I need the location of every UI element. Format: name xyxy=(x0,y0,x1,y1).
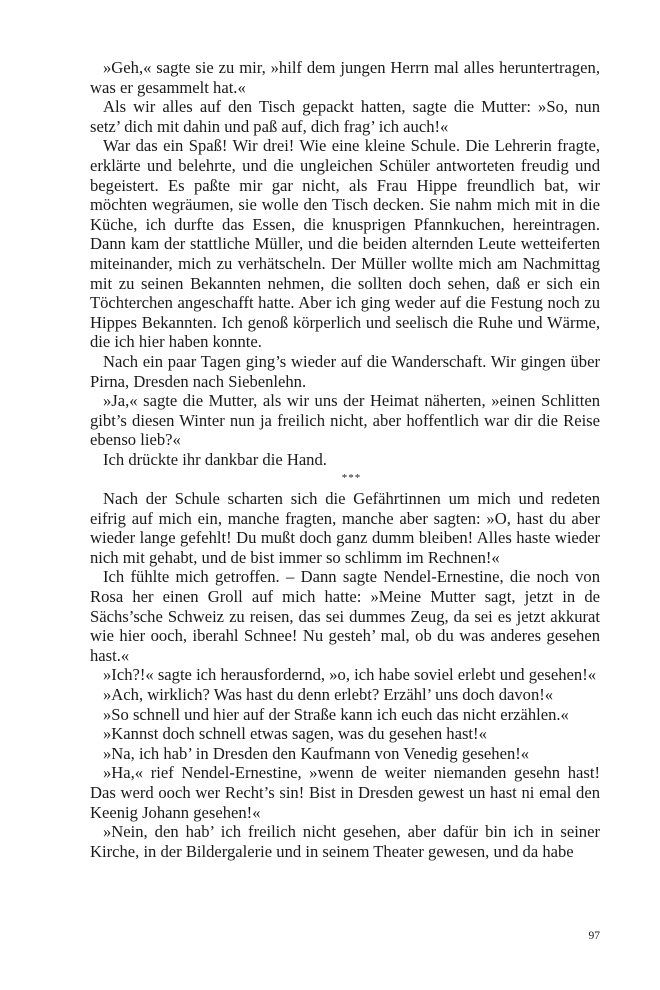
paragraph: Ich fühlte mich getroffen. – Dann sagte Nendel-Ernestine, die noch von Rosa her einen Groll auf mich hatte: »Meine Mutter sagt, jetzt in de Sächs’sche Schweiz zu reisen, das sei dummes Zeug, da sei es jetzt akkurat wie hier ooch, iberahl Schnee! Nu gesteh’ mal, ob du was anderes gesehen hast.« xyxy=(90,567,600,665)
paragraph: Ich drückte ihr dankbar die Hand. xyxy=(103,449,327,469)
paragraph: »Ha,« rief Nendel-Ernestine, »wenn de weiter niemanden gesehn hast! Das werd ooch wer Recht’s sin! Bist in Dresden gewest un hast ni emal den Keenig Johann gesehen!« xyxy=(90,763,600,822)
paragraph: »Geh,« sagte sie zu mir, »hilf dem jungen Herrn mal alles heruntertragen, was er gesammelt hat.« xyxy=(90,58,600,97)
paragraph: »Ich?!« sagte ich herausfordernd, »o, ich habe soviel erlebt und gesehen!« xyxy=(103,665,597,685)
paragraph: Nach ein paar Tagen ging’s wieder auf die Wanderschaft. Wir gingen über Pirna, Dresden nach Siebenlehn. xyxy=(90,351,600,391)
paragraph: Nach der Schule scharten sich die Gefährtinnen um mich und redeten eifrig auf mich ein, manche fragten, manche aber sagten: »O, hast du aber wieder lange gefehlt! Du mußt doch ganz dumm bleiben! Alles haste wieder nich mit gehabt, und de bist immer so schlimm im Rechnen!« xyxy=(90,489,600,567)
paragraph: Als wir alles auf den Tisch gepackt hatten, sagte die Mutter: »So, nun setz’ dich mit dahin und paß auf, dich frag’ ich auch!« xyxy=(90,97,600,136)
paragraph: »Kannst doch schnell etwas sagen, was du gesehen hast!« xyxy=(103,724,487,744)
paragraph: »Na, ich hab’ in Dresden den Kaufmann von Venedig gesehen!« xyxy=(103,743,530,763)
section-separator: *** xyxy=(341,472,362,485)
paragraph: »So schnell und hier auf der Straße kann ich euch das nicht erzählen.« xyxy=(103,704,569,724)
paragraph: War das ein Spaß! Wir drei! Wie eine kleine Schule. Die Lehrerin fragte, erklärte und belehrte, und die ungleichen Schüler antworteten freudig und begeistert. Es paßte mir gar nicht, als Frau Hippe freundlich bat, wir möchten wegräumen, sie wolle den Tisch decken. Sie nahm mich mit in die Küche, ich durfte das Essen, die knusprigen Pfannkuchen, hereintragen. Dann kam der stattliche Müller, und die beiden alternden Leute wetteiferten miteinander, mich zu verhätscheln. Der Müller wollte mich am Nachmittag mit zu seinen Bekannten nehmen, die sollten doch sehen, daß er sich ein Töchterchen angeschafft hatte. Aber ich ging weder auf die Festung noch zu Hippes Bekannten. Ich genoß körperlich und seelisch die Ruhe und Wärme, die ich hier haben konnte. xyxy=(90,136,600,352)
paragraph: »Ach, wirklich? Was hast du denn erlebt? Erzähl’ uns doch davon!« xyxy=(103,685,554,704)
body-text xyxy=(90,58,600,861)
paragraph: »Nein, den hab’ ich freilich nicht gesehen, aber dafür bin ich in seiner Kirche, in der Bildergalerie und in seinem Theater gewesen, und da habe xyxy=(90,822,600,861)
paragraph: »Ja,« sagte die Mutter, als wir uns der Heimat näherten, »einen Schlitten gibt’s diesen Winter nun ja freilich nicht, aber hoffentlich war dir die Reise ebenso lieb?« xyxy=(90,391,600,450)
page-number: 97 xyxy=(588,930,600,942)
